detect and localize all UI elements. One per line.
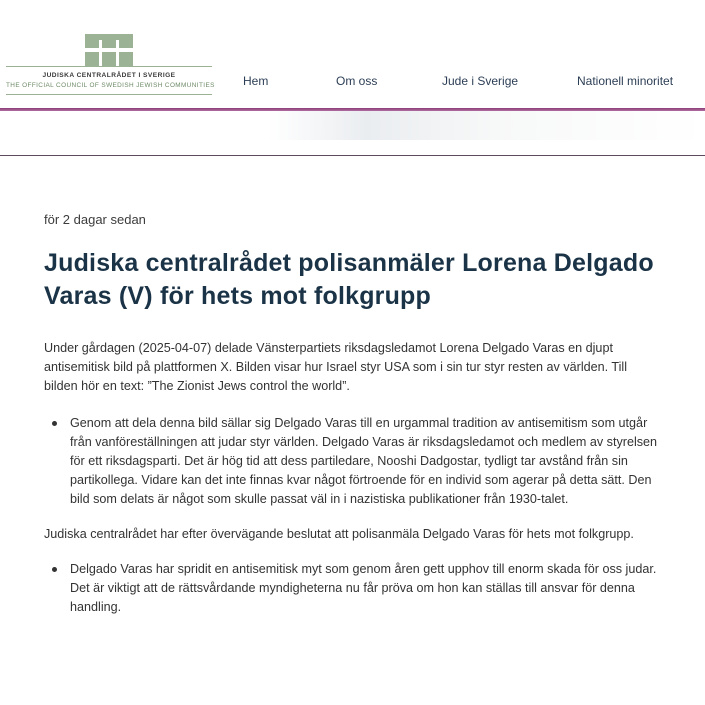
accent-stripe bbox=[0, 108, 705, 111]
header-divider bbox=[0, 155, 705, 156]
logo-title: JUDISKA CENTRALRÅDET I SVERIGE bbox=[42, 72, 176, 79]
list-item bbox=[44, 414, 664, 509]
nav-item-om-oss[interactable]: Om oss bbox=[336, 74, 378, 88]
article-title: Judiska centralrådet polisanmäler Lorena Delgado Varas (V) för hets mot folkgrupp bbox=[44, 249, 654, 310]
list-item bbox=[44, 560, 664, 617]
nav-item-hem[interactable]: Hem bbox=[243, 74, 269, 88]
nav-item-nationell-minoritet[interactable]: Nationell minoritet bbox=[577, 74, 674, 88]
logo-subtitle: THE OFFICIAL COUNCIL OF SWEDISH JEWISH COMMUNITIES bbox=[6, 82, 215, 89]
article-paragraph: Judiska centralrådet har efter övervägande beslutat att polisanmäla Delgado Varas för hets mot folkgrupp. bbox=[44, 527, 634, 541]
article bbox=[44, 212, 664, 617]
bullet-icon bbox=[52, 421, 57, 426]
article-bullet-list bbox=[44, 560, 664, 617]
logo-divider bbox=[6, 94, 212, 95]
logo-emblem-icon bbox=[85, 34, 133, 66]
nav-item-jude-i-sverige[interactable]: Jude i Sverige bbox=[442, 74, 519, 88]
list-item-text: Genom att dela denna bild sällar sig Delgado Varas till en urgammal tradition av antisemitism som utgår från vanföreställningen att judar styr världen. Delgado Varas är riksdagsledamot och medlem av styrelsen för ett riksdagsparti. Det är hög tid att dess partiledare, Nooshi Dadgostar, tydligt tar avstånd från sin partikollega. Vidare kan det inte finnas kvar något förtroende för en individ som agerar på detta sätt. Den bild som delats är något som skulle passat väl in i nazistiska publikationer från 1930-talet. bbox=[70, 416, 658, 506]
logo-divider bbox=[6, 66, 212, 67]
header-banner bbox=[0, 108, 705, 140]
list-item-text: Delgado Varas har spridit en antisemitisk myt som genom åren gett upphov till enorm skada för oss judar. Det är viktigt att de rättsvårdande myndigheterna nu får pröva om hon kan ställas till ansvar för denna handling. bbox=[70, 562, 657, 614]
bullet-icon bbox=[52, 567, 57, 572]
article-intro: Under gårdagen (2025-04-07) delade Vänsterpartiets riksdagsledamot Lorena Delgado Varas en djupt antisemitisk bild på plattformen X. Bilden visar hur Israel styr USA som i sin tur styr resten av världen. Till bilden hör en text: ”The Zionist Jews control the world”. bbox=[44, 341, 628, 393]
article-date: för 2 dagar sedan bbox=[44, 212, 146, 227]
site-header bbox=[0, 0, 705, 108]
article-bullet-list bbox=[44, 414, 664, 509]
